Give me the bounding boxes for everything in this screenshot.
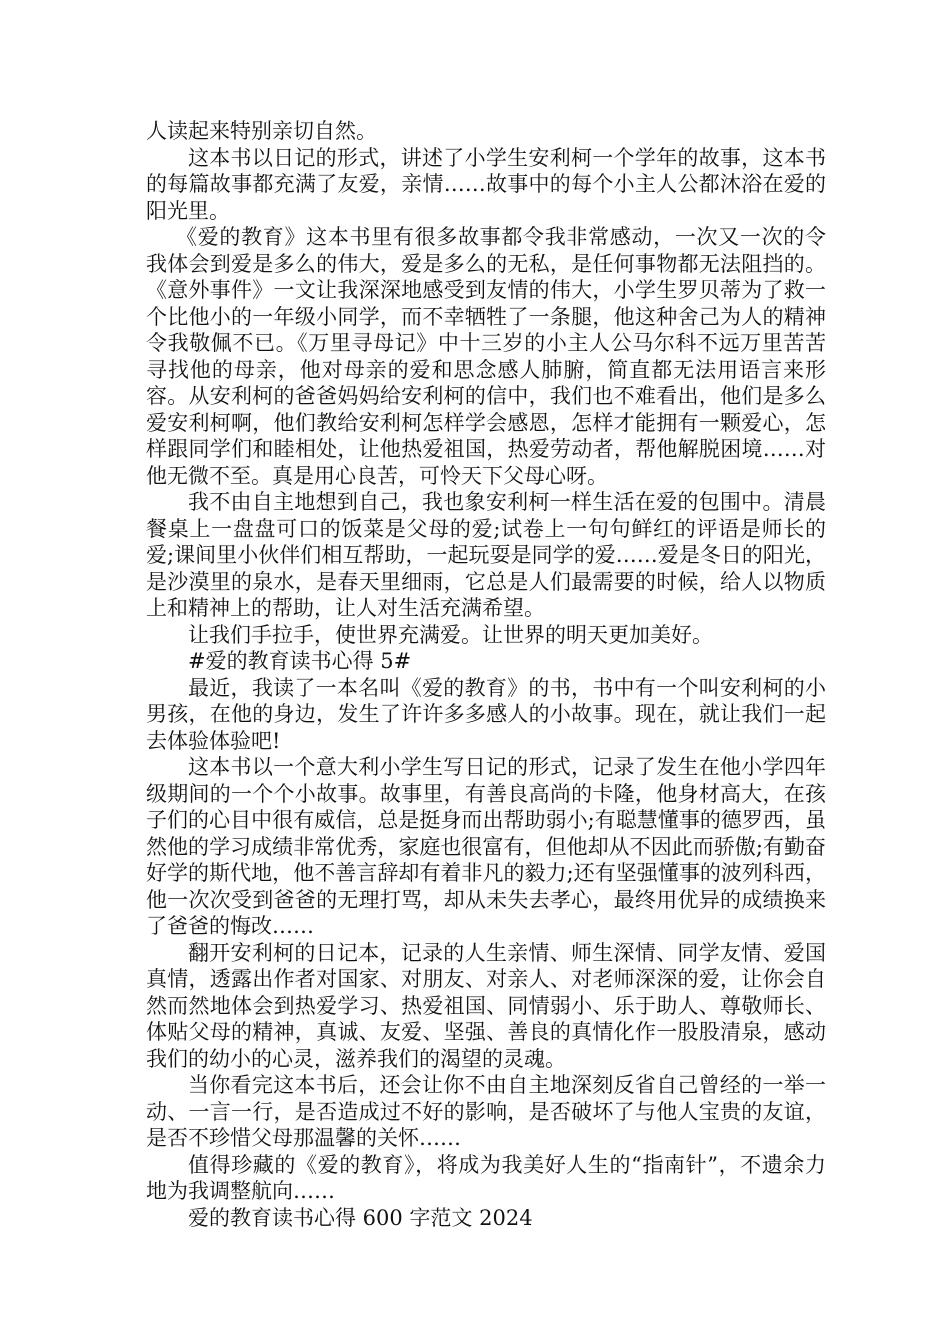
paragraph-8: 翻开安利柯的日记本，记录的人生亲情、师生深情、同学友情、爱国真情，透露出作者对国家、对朋友、对亲人、对老师深深的爱，让你会自然而然地体会到热爱学习、热爱祖国、同情弱小、乐于助人、尊敬师长、体贴父母的精神，真诚、友爱、坚强、善良的真情化作一股股清泉，感动我们的幼小的心灵，滋养我们的渴望的灵魂。: [146, 940, 826, 1071]
paragraph-3: 《爱的教育》这本书里有很多故事都令我非常感动，一次又一次的令我体会到爱是多么的伟大，爱是多么的无私，是任何事物都无法阻挡的。《意外事件》一文让我深深地感受到友情的伟大，小学生罗贝蒂为了救一个比他小的一年级小同学，而不幸牺牲了一条腿，他这种舍己为人的精神令我敬佩不已。《万里寻母记》中十三岁的小主人公马尔科不远万里苦苦寻找他的母亲，他对母亲的爱和思念感人肺腑，简直都无法用语言来形容。从安利柯的爸爸妈妈给安利柯的信中，我们也不难看出，他们是多么爱安利柯啊，他们教给安利柯怎样学会感恩，怎样才能拥有一颗爱心，怎样跟同学们和睦相处，让他热爱祖国，热爱劳动者，帮他解脱困境……对他无微不至。真是用心良苦，可怜天下父母心呀。: [146, 225, 826, 488]
paragraph-4: 我不由自主地想到自己，我也象安利柯一样生活在爱的包围中。清晨餐桌上一盘盘可口的饭菜是父母的爱;试卷上一句句鲜红的评语是师长的爱;课间里小伙伴们相互帮助，一起玩耍是同学的爱……爱是冬日的阳光，是沙漠里的泉水，是春天里细雨，它总是人们最需要的时候，给人以物质上和精神上的帮助，让人对生活充满希望。: [146, 490, 826, 620]
paragraph-10: 值得珍藏的《爱的教育》，将成为我美好人生的“指南针”，不遗余力地为我调整航向……: [146, 1152, 826, 1203]
paragraph-5: 让我们手拉手，使世界充满爱。让世界的明天更加美好。: [188, 622, 713, 647]
paragraph-1: 人读起来特别亲切自然。: [146, 119, 377, 143]
section-heading: #爱的教育读书心得 5#: [188, 649, 412, 673]
closing-title: 爱的教育读书心得 600 字范文 2024: [188, 1205, 533, 1230]
paragraph-2: 这本书以日记的形式，讲述了小学生安利柯一个学年的故事，这本书的每篇故事都充满了友爱，亲情……故事中的每个小主人公都沐浴在爱的阳光里。: [146, 145, 826, 223]
paragraph-9: 当你看完这本书后，还会让你不由自主地深刻反省自己曾经的一举一动、一言一行，是否造成过不好的影响，是否破坏了与他人宝贵的友谊，是否不珍惜父母那温馨的关怀……: [146, 1073, 826, 1150]
paragraph-6: 最近，我读了一本名叫《爱的教育》的书，书中有一个叫安利柯的小男孩，在他的身边，发生了许许多多感人的小故事。现在，就让我们一起去体验体验吧!: [146, 675, 826, 753]
document-body: [146, 118, 826, 1231]
paragraph-7: 这本书以一个意大利小学生写日记的形式，记录了发生在他小学四年级期间的一个个小故事。故事里，有善良高尚的卡隆，他身材高大，在孩子们的心目中很有威信，总是挺身而出帮助弱小;有聪慧懂事的德罗西，虽然他的学习成绩非常优秀，家庭也很富有，但他却从不因此而骄傲;有勤奋好学的斯代地，他不善言辞却有着非凡的毅力;还有坚强懂事的波列科西，他一次次受到爸爸的无理打骂，却从未失去孝心，最终用优异的成绩换来了爸爸的悔改……: [146, 755, 826, 938]
